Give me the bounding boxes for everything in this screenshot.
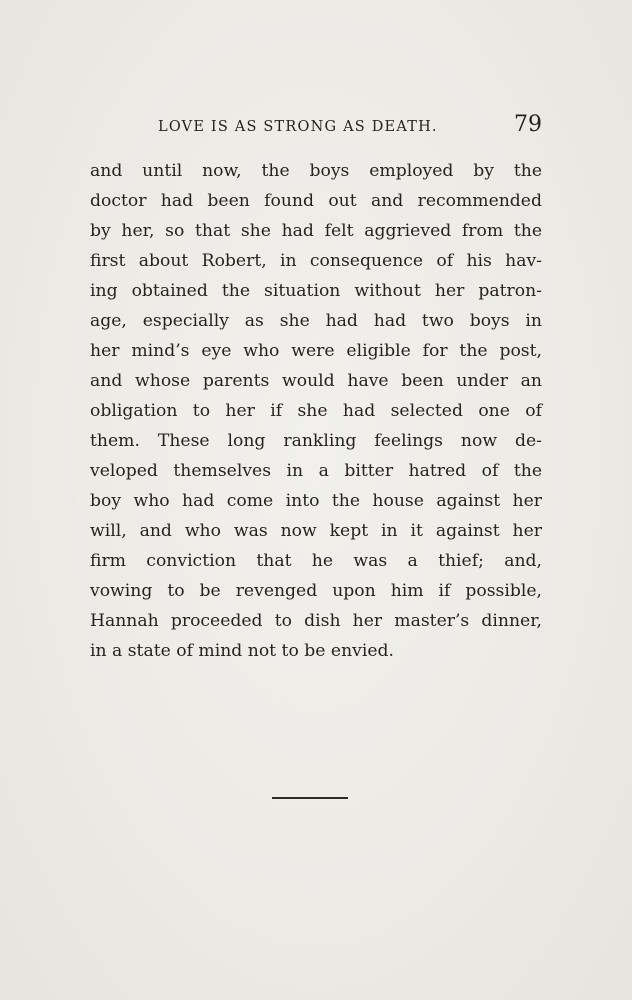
text-line: by her, so that she had felt aggrieved from the <box>90 221 542 241</box>
text-line: veloped themselves in a bitter hatred of the <box>90 461 542 481</box>
text-line: age, especially as she had had two boys in <box>90 311 542 331</box>
text-line: first about Robert, in consequence of his hav- <box>90 251 542 271</box>
text-line: and whose parents would have been under an <box>90 371 542 391</box>
text-line: her mind’s eye who were eligible for the post, <box>90 341 542 361</box>
text-line: them. These long rankling feelings now de- <box>90 431 542 451</box>
end-of-chapter-rule <box>272 797 348 799</box>
text-line: will, and who was now kept in it against her <box>90 521 542 541</box>
text-line: Hannah proceeded to dish her master’s dinner, <box>90 611 542 631</box>
text-line: vowing to be revenged upon him if possible, <box>90 581 542 601</box>
running-header <box>90 112 542 142</box>
text-line: in a state of mind not to be envied. <box>90 641 394 661</box>
text-line: boy who had come into the house against her <box>90 491 542 511</box>
text-line: doctor had been found out and recommended <box>90 191 542 211</box>
text-line: ing obtained the situation without her patron- <box>90 281 542 301</box>
text-line: and until now, the boys employed by the <box>90 161 542 181</box>
running-title: LOVE IS AS STRONG AS DEATH. <box>158 119 438 135</box>
text-line: obligation to her if she had selected one of <box>90 401 542 421</box>
text-line: firm conviction that he was a thief; and, <box>90 551 542 571</box>
page-number: 79 <box>514 112 542 137</box>
body-text <box>90 156 542 666</box>
